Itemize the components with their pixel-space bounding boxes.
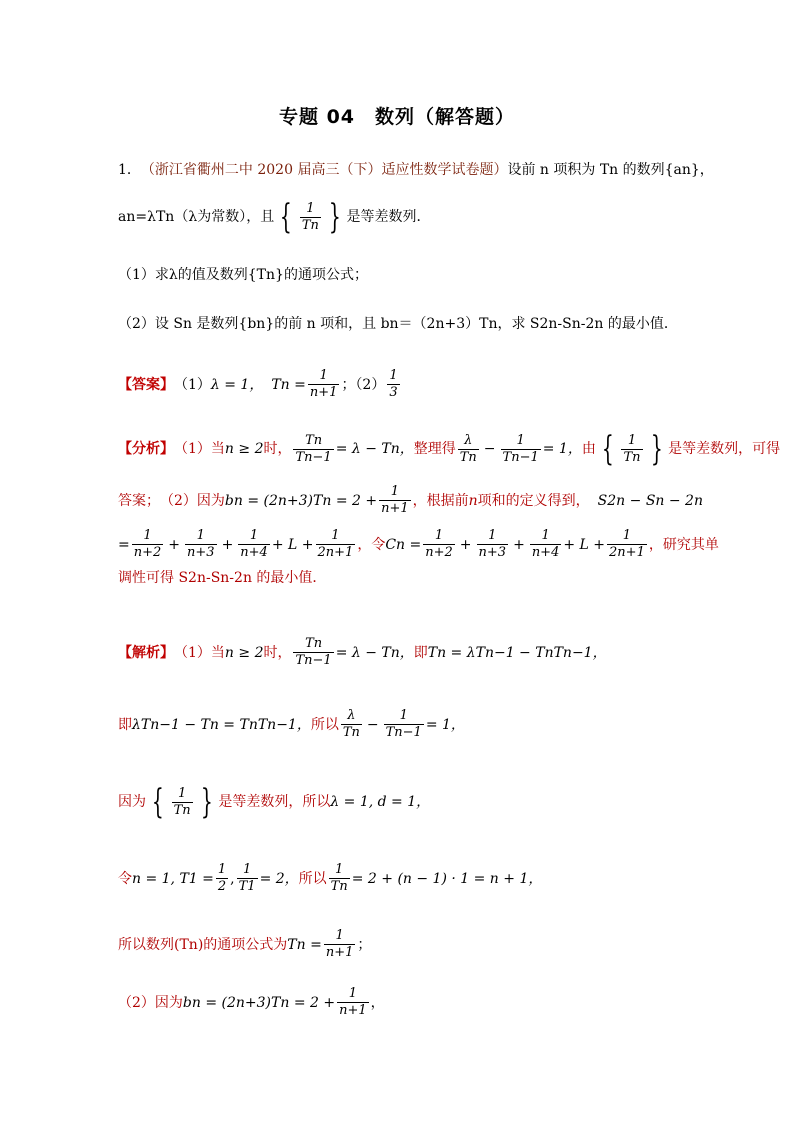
solution-math: = λ − Tn， — [335, 644, 414, 661]
frac-1-over-np1 — [379, 484, 411, 517]
frac-den: n+4 — [240, 545, 268, 560]
frac-num: 1 — [217, 862, 227, 877]
frac-den: 2 — [217, 879, 227, 894]
analysis-text: 由 — [581, 441, 596, 457]
frac-den: 2n+1 — [317, 545, 354, 560]
right-brace-icon: } — [328, 197, 341, 237]
left-brace-icon: { — [280, 197, 292, 237]
frac-1-over-tn — [621, 433, 642, 466]
answer-frac-tn — [308, 368, 340, 401]
frac-den: n+1 — [381, 501, 409, 516]
frac-tn-over-tn1 — [293, 636, 333, 669]
analysis-math: = λ − Tn， — [335, 441, 414, 457]
frac-den: Tn — [342, 725, 360, 740]
frac-1-over-2np1 — [316, 528, 356, 561]
frac-den: n+1 — [325, 945, 354, 960]
analysis-text: 项和的定义得到， — [477, 492, 590, 509]
solution-text: 即 — [413, 644, 428, 661]
analysis-math: + L + — [271, 536, 314, 553]
frac-1-over-np3 — [477, 528, 509, 561]
frac-num: 1 — [541, 528, 550, 543]
frac-1-over-tn — [172, 786, 193, 819]
answer-tn: Tn = — [271, 376, 306, 393]
frac-1-over-np1 — [337, 986, 369, 1019]
answer-tag: 【答案】 — [118, 376, 174, 393]
frac-num: Tn — [305, 432, 323, 448]
analysis-text: ，根据前 — [412, 492, 469, 509]
analysis-math: Cn = — [385, 536, 422, 553]
frac-1-over-np1 — [324, 928, 356, 961]
solution-math: = 1， — [425, 716, 465, 733]
frac-num: 1 — [249, 528, 259, 543]
frac-num: 1 — [488, 528, 497, 543]
frac-num: 1 — [434, 528, 444, 543]
frac-1-over-tn1 — [501, 433, 541, 466]
solution-math: = 2 + (n − 1) · 1 = n + 1， — [351, 870, 543, 887]
solution-math: λ = 1, d = 1， — [330, 794, 431, 810]
problem-text-a: 设前 n 项积为 Tn 的数列{an}， — [507, 162, 714, 178]
frac-num: λ — [464, 432, 473, 448]
problem-part-1: （1）求λ的值及数列{Tn}的通项公式； — [118, 267, 368, 283]
analysis-text: 时， — [263, 441, 292, 457]
solution-text: 是等差数列，所以 — [218, 794, 331, 810]
analysis-text: 答案； （2）因为 — [118, 492, 225, 509]
analysis-text: 整理得 — [413, 441, 456, 457]
analysis-math: n — [468, 492, 478, 509]
frac-den: n+3 — [478, 545, 507, 560]
frac-1-over-tn — [329, 862, 350, 895]
frac-den: n+3 — [187, 545, 215, 560]
problem-part-2: （2）设 Sn 是数列{bn}的前 n 项和，且 bn＝（2n+3）Tn，求 S2n-Sn-2n 的最小值． — [118, 316, 678, 332]
frac-num: 1 — [306, 200, 315, 216]
solution-text: 所以 — [310, 716, 339, 733]
problem-line-1 — [118, 160, 714, 180]
solution-line-4: 令 n = 1, T1 = $\frac{1}{2}$ , $\frac{1}{T1}$ = 2， 所以 $\frac{1}{Tn}$ = 2 + (n − 1) · 1 = n + 1， — [118, 862, 543, 894]
frac-1-over-2 — [216, 862, 228, 895]
frac-1-over-np2 — [423, 528, 455, 561]
frac-num: 1 — [516, 432, 525, 448]
solution-tag: 【解析】 — [118, 644, 174, 661]
solution-math: bn = (2n+3)Tn = 2 + — [182, 994, 336, 1011]
solution-line-6 — [118, 986, 385, 1019]
solution-text: 所以数列(Tn)的通项公式为 — [118, 936, 288, 953]
solution-line-3 — [118, 782, 431, 822]
analysis-math: S2n − Sn − 2n — [597, 492, 703, 509]
solution-text: 因为 — [118, 794, 146, 810]
frac-1-over-np3 — [185, 528, 217, 561]
analysis-line-1: 【分析】 （1）当 n ≥ 2 时， $\frac{Tn}{Tn-1}$ = λ − Tn， 整理得 $\frac{\lambda}{Tn}$ − $\frac{1}{Tn-1}$ = 1， 由 { $\frac{1}{Tn}$ } 是等差数列，可得 — [118, 429, 781, 469]
analysis-math: = — [118, 536, 130, 553]
analysis-line-3: = $\frac{1}{n+2}$ + $\frac{1}{n+3}$ + $\frac{1}{n+4}$ + L + $\frac{1}{2n+1}$ ，令 Cn = $\frac{1}{n+2}$ + $\frac{1}{n+3}$ + $\frac{1}{n+4}$ + L + $\frac{1}{2n+1}$ ，研究其单 — [118, 528, 719, 560]
frac-den: Tn−1 — [295, 653, 332, 668]
frac-1-over-tn1 — [384, 708, 424, 741]
frac-1-over-t1 — [237, 862, 258, 895]
solution-line-2: 即 λTn−1 − Tn = TnTn−1， 所以 $\frac{\lambda}{Tn}$ − $\frac{1}{Tn-1}$ = 1， — [118, 708, 465, 740]
right-brace-icon: } — [200, 782, 213, 822]
analysis-math: = 1， — [542, 441, 582, 457]
frac-lam-over-tn — [458, 433, 479, 466]
analysis-tag: 【分析】 — [118, 441, 174, 457]
frac-num: 1 — [389, 368, 398, 383]
frac-num: 1 — [143, 528, 152, 543]
problem-line2: an=λTn（λ为常数），且 — [118, 209, 275, 225]
answer-lambda: λ = 1， — [210, 376, 264, 393]
problem-line2-tail: 是等差数列． — [346, 209, 431, 225]
frac-lam-over-tn — [341, 708, 362, 741]
frac-den: 2n+1 — [609, 545, 645, 560]
frac-num: 1 — [390, 484, 399, 499]
analysis-math: n ≥ 2 — [224, 441, 264, 457]
frac-den: n+4 — [531, 545, 560, 560]
frac-num: 1 — [178, 785, 187, 801]
frac-num: 1 — [331, 528, 340, 543]
right-brace-icon: } — [650, 429, 663, 469]
solution-math: Tn = — [287, 936, 322, 953]
analysis-text: ，令 — [357, 536, 386, 553]
frac-den: n+2 — [425, 545, 453, 560]
frac-den: Tn — [330, 879, 348, 894]
frac-den: n+1 — [339, 1003, 367, 1018]
frac-den: Tn−1 — [385, 725, 422, 740]
solution-text: 所以 — [298, 870, 327, 887]
analysis-math: + L + — [563, 536, 606, 553]
problem-number: 1． — [118, 162, 141, 178]
solution-math: Tn = λTn−1 − TnTn−1， — [427, 644, 607, 661]
frac-den: Tn — [301, 217, 319, 233]
answer-frac-third — [387, 368, 399, 401]
left-brace-icon: { — [151, 782, 164, 822]
frac-1-over-2np1 — [607, 528, 647, 561]
frac-den: T1 — [238, 879, 256, 894]
analysis-text: ，研究其单 — [648, 536, 719, 553]
analysis-math: bn = (2n+3)Tn = 2 + — [224, 492, 378, 509]
frac-den: Tn — [173, 802, 191, 818]
frac-den: Tn — [623, 449, 641, 465]
frac-den: 3 — [389, 385, 398, 400]
solution-text: 即 — [118, 716, 132, 733]
problem-line-2 — [118, 197, 431, 237]
solution-text: 令 — [118, 870, 132, 887]
analysis-line-4: 调性可得 S2n-Sn-2n 的最小值． — [118, 570, 327, 586]
solution-text: （1）当 — [174, 644, 225, 661]
solution-line-5 — [118, 928, 371, 961]
solution-math: n = 1, T1 = — [132, 870, 214, 887]
frac-den: n+2 — [133, 545, 162, 560]
analysis-text: （1）当 — [174, 441, 225, 457]
solution-line-1 — [118, 636, 607, 669]
frac-num: 1 — [335, 928, 344, 943]
frac-num: 1 — [627, 432, 637, 448]
frac-num: 1 — [348, 986, 357, 1001]
solution-text: ； — [357, 936, 372, 953]
frac-num: 1 — [399, 708, 408, 723]
frac-num: 1 — [242, 862, 252, 877]
answer-sep: ；（2） — [341, 376, 386, 393]
problem-source: （浙江省衢州二中 2020 届高三（下）适应性数学试卷题） — [140, 162, 508, 178]
frac-1-over-np4 — [238, 528, 270, 561]
solution-text: ， — [370, 994, 385, 1011]
left-brace-icon: { — [601, 429, 614, 469]
solution-text: （2）因为 — [118, 994, 183, 1011]
frac-num: 1 — [319, 368, 328, 383]
frac-num: Tn — [305, 636, 323, 651]
frac-den: n+1 — [309, 385, 338, 400]
page-title: 专题 04 数列（解答题） — [278, 106, 516, 128]
frac-tn-over-tn1 — [293, 433, 333, 466]
frac-den: Tn — [459, 449, 477, 465]
analysis-line-2 — [118, 484, 703, 517]
solution-text: 时， — [263, 644, 292, 661]
solution-math: λTn−1 − Tn = TnTn−1， — [132, 716, 311, 733]
frac-den: Tn−1 — [295, 449, 332, 465]
answer-part-1: （1） — [174, 376, 211, 393]
fraction-1-over-tn — [300, 201, 321, 234]
frac-1-over-np4 — [530, 528, 562, 561]
solution-math: = 2， — [259, 870, 299, 887]
frac-num: 1 — [196, 528, 205, 543]
frac-num: λ — [347, 708, 356, 723]
frac-1-over-np2 — [132, 528, 164, 561]
frac-num: 1 — [335, 862, 344, 877]
solution-math: n ≥ 2 — [224, 644, 264, 661]
frac-den: Tn−1 — [502, 449, 539, 465]
analysis-text: 是等差数列，可得 — [668, 441, 781, 457]
frac-num: 1 — [622, 528, 632, 543]
answer-line — [118, 368, 402, 401]
